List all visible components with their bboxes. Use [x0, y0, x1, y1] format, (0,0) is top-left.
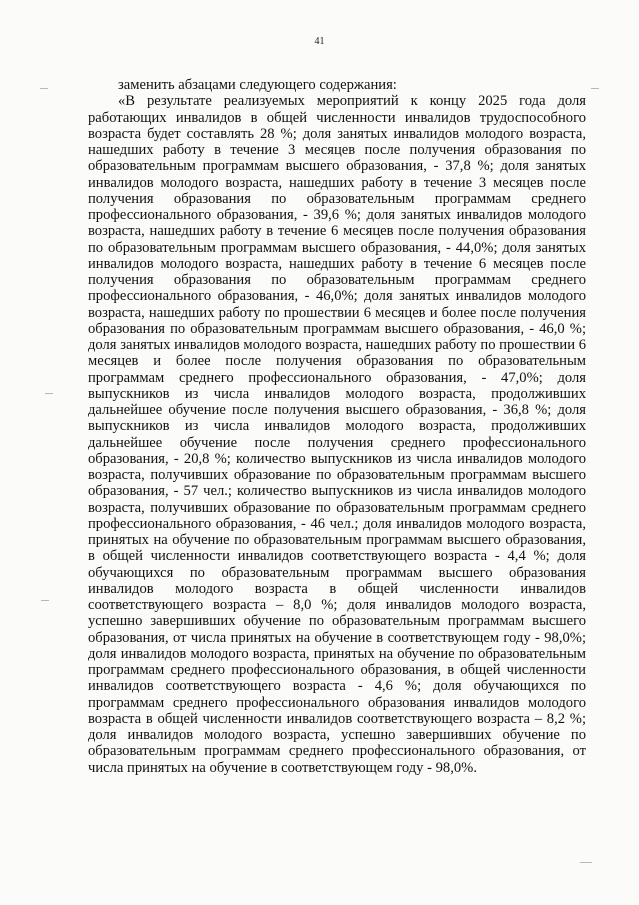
amendment-paragraph: «В результате реализуемых мероприятий к концу 2025 года доля работающих инвалидов в общей численности инвалидов трудоспособного возраста будет составлять 28 %; доля занятых инвалидов молодого возраста, нашедших работу в течение 3 месяцев после получения образования по образовательным программам высшего образования, - 37,8 %; доля занятых инвалидов молодого возраста, нашедших работу в течение 3 месяцев после получения образования по образовательным программам среднего профессионального образования, - 39,6 %; доля занятых инвалидов молодого возраста, нашедших работу в течение 6 месяцев после получения образования по образовательным программам высшего образования, - 44,0%; доля занятых инвалидов молодого возраста, нашедших работу в течение 6 месяцев после получения образования по образовательным программам среднего профессионального образования, - 46,0%; доля занятых инвалидов молодого возраста, нашедших работу по прошествии 6 месяцев и более после получения образования по образовательным программам высшего образования, - 46,0 %; доля занятых инвалидов молодого возраста, нашедших работу по прошествии 6 месяцев и более после получения образования по образовательным программам среднего профессионального образования, - 47,0%; доля выпускников из числа инвалидов молодого возраста, продолживших дальнейшее обучение после получения высшего образования, - 36,8 %; доля выпускников из числа инвалидов молодого возраста, продолживших дальнейшее обучение после получения среднего профессионального образования, - 20,8 %; количество выпускников из числа инвалидов молодого возраста, получивших образование по образовательным программам высшего образования, - 57 чел.; количество выпускников из числа инвалидов молодого возраста, получивших образование по образовательным программам среднего профессионального образования, - 46 чел.; доля инвалидов молодого возраста, принятых на обучение по образовательным программам высшего образования, в общей численности инвалидов соответствующего возраста - 4,4 %; доля обучающихся по образовательным программам высшего образования инвалидов молодого возраста в общей численности инвалидов соответствующего возраста – 8,0 %; доля инвалидов молодого возраста, успешно завершивших обучение по образовательным программам высшего образования, от числа принятых на обучение в соответствующем году - 98,0%; доля инвалидов молодого возраста, принятых на обучение по образовательным программам среднего профессионального образования, в общей численности инвалидов соответствующего возраста - 4,6 %; доля обучающихся по программам среднего профессионального образования инвалидов молодого возраста в общей численности инвалидов соответствующего возраста – 8,2 %; доля инвалидов молодого возраста, успешно завершивших обучение по образовательным программам среднего профессионального образования, от числа принятых на обучение в соответствующем году - 98,0%.: [88, 93, 586, 776]
scan-artifact: [580, 862, 592, 863]
scan-artifact: [45, 393, 53, 394]
document-body: [88, 77, 586, 776]
page-number: 41: [314, 36, 325, 47]
scan-artifact: [40, 88, 48, 89]
scan-artifact: [41, 600, 49, 601]
intro-line: заменить абзацами следующего содержания:: [118, 77, 397, 93]
scan-artifact: [591, 88, 599, 89]
